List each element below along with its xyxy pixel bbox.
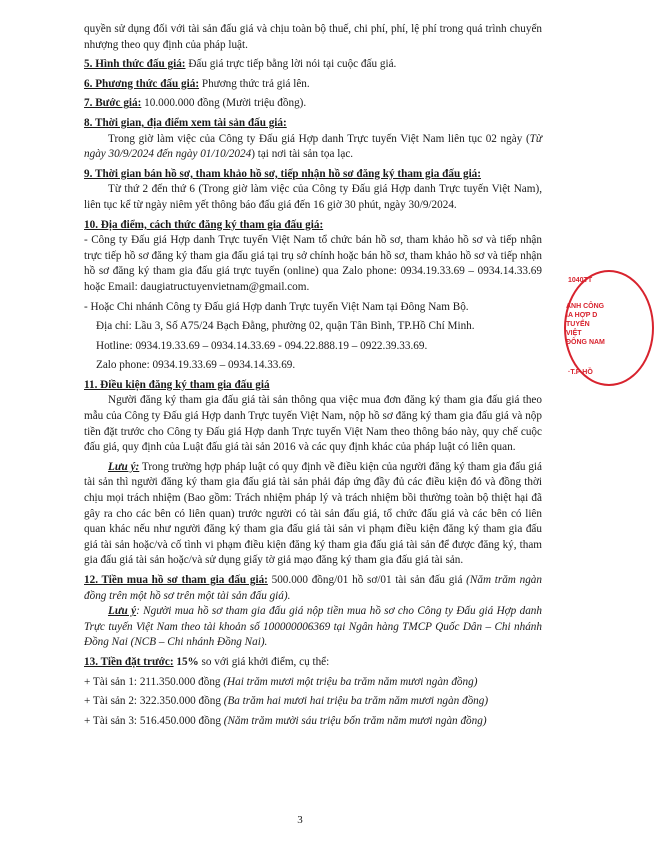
deposit-asset-2-words: (Ba trăm hai mươi hai triệu ba trăm năm mươi ngàn đồng) [223, 695, 489, 708]
deposit-asset-3-amount: + Tài sản 3: 516.450.000 đồng [84, 714, 224, 727]
section-12-note-text: : Người mua hồ sơ tham gia đấu giá nộp tiền mua hồ sơ cho Công ty Đấu giá Hợp danh Trực tuyến Việt Nam theo tài khoản số 100000006369 tại Ngân hàng TMCP Quốc Dân – Chi nhánh Đồng Nai (NCB – Chi nhánh Đồng Nai). [84, 605, 542, 649]
company-seal [562, 268, 605, 386]
section-9-text: Từ thứ 2 đến thứ 6 (Trong giờ làm việc của Công ty Đấu giá Hợp danh Trực tuyến Việt Nam), liên tục kể từ ngày niêm yết thông báo đấu giá đến 16 giờ 30 phút, ngày 30/9/2024. [84, 183, 542, 211]
page-number: 3 [297, 814, 303, 826]
section-12-note [84, 604, 542, 651]
section-10-title: 10. Địa điểm, cách thức đăng ký tham gia đấu giá: [84, 218, 324, 231]
section-13 [84, 655, 542, 671]
section-8-dates: Từ ngày 30/9/2024 đến ngày 01/10/2024 [84, 132, 542, 161]
section-11-title: 11. Điều kiện đăng ký tham gia đấu giá [84, 378, 270, 391]
deposit-asset-2 [84, 694, 542, 710]
section-5-text: Đấu giá trực tiếp bằng lời nói tại cuộc đấu giá. [185, 58, 397, 71]
section-7-text: 10.000.000 đồng (Mười triệu đồng). [141, 97, 307, 110]
section-9-heading [84, 167, 542, 183]
deposit-asset-1-amount: + Tài sản 1: 211.350.000 đồng [84, 675, 224, 688]
section-10-branch: - Hoặc Chi nhánh Công ty Đấu giá Hợp danh Trực tuyến Việt Nam tại Đông Nam Bộ. [84, 300, 469, 313]
seal-line-3: TUYẾN VIỆT [566, 321, 590, 337]
section-12 [84, 573, 542, 604]
section-9-title: 9. Thời gian bán hồ sơ, tham khảo hồ sơ, tiếp nhận hồ sơ đăng ký tham gia đấu giá: [84, 167, 481, 180]
section-11-note-text: Trong trường hợp pháp luật có quy định về điều kiện của người đăng ký tham gia đấu giá tài sản thì người đăng ký tham gia đấu giá tài sản phải đáp ứng đầy đủ các điều kiện đó và đồng thời chịu mọi trách nhiệm (Bao gồm: Trách nhiệm pháp lý và trách nhiệm bồi thường toàn bộ thiệt hại đã gây ra cho các bên có liên quan) trước người có tài sản đấu giá, tổ chức đấu giá và các bên có liên quan khác nếu như người đăng ký tham gia đấu giá tài sản vi phạm điều kiện đăng ký tham gia đấu giá tài sản hoặc/và cố tình vi phạm điều kiện đăng ký tham gia đấu giá tài sản để được đăng ký, tham gia đấu giá tài sản hoặc/và sử dụng giấy tờ giả mạo đăng ký tham gia đấu giá tài sản. [84, 460, 542, 567]
deposit-asset-1-words: (Hai trăm mươi một triệu ba trăm năm mươi ngàn đồng) [223, 675, 478, 688]
seal-line-4: ĐÔNG NAM [566, 339, 605, 346]
section-13-percent: 15% [173, 655, 199, 668]
document-body [84, 22, 542, 729]
section-12-note-label: Lưu ý [108, 605, 137, 618]
deposit-asset-1 [84, 675, 542, 691]
section-11-note [84, 460, 542, 569]
section-6 [84, 77, 542, 93]
section-12-italic: (Năm trăm ngàn đồng trên một hồ sơ trên một tài sản đấu giá). [84, 574, 542, 602]
deposit-asset-3-words: (Năm trăm mười sáu triệu bốn trăm năm mươi ngàn đồng) [223, 714, 487, 727]
seal-line-2: IA HỢP D [566, 312, 598, 319]
section-12-title: 12. Tiền mua hồ sơ tham gia đấu giá: [84, 574, 268, 586]
seal-top-text: 1040TT [568, 277, 593, 284]
section-11-text: Người đăng ký tham gia đấu giá tài sản thông qua việc mua đơn đăng ký tham gia đấu giá theo mẫu của Công ty Đấu giá Hợp danh Trực tuyến Việt Nam, nộp hồ sơ đăng ký tham gia đấu giá và nộp tiền đặt trước cho Công ty Đấu giá Hợp danh Trực tuyến Việt Nam theo thông báo này, quy chế cuộc đấu giá, quy định của Luật đấu giá tài sản 2016 và các quy định khác của pháp luật có liên quan. [84, 394, 542, 454]
section-6-text: Phương thức trả giá lên. [199, 77, 310, 90]
section-12-text: 500.000 đồng/01 hồ sơ/01 tài sản đấu giá [267, 574, 467, 586]
section-13-title: 13. Tiền đặt trước: [84, 655, 174, 668]
seal-line-1: ANH CÔNG [566, 303, 605, 310]
section-13-text: so với giá khởi điểm, cụ thể: [198, 655, 330, 668]
section-11-heading [84, 378, 542, 394]
seal-bottom-text: ·T.P HỒ [568, 369, 593, 376]
section-10-heading [84, 218, 542, 234]
section-5 [84, 57, 542, 73]
section-10-main-office: - Công ty Đấu giá Hợp danh Trực tuyến Việt Nam tổ chức bán hồ sơ, tham khảo hồ sơ và tiếp nhận trực tiếp hồ sơ đăng ký tham gia đấu giá tại trụ sở chính hoặc bán hồ sơ, tham khảo hồ sơ và tiếp nhận hồ sơ đăng ký tham gia đấu giá trực tuyến (online) qua Zalo phone: 0934.19.33.69 – 0934.14.33.69 hoặc Email: daugiatructuyenvietnam@gmail.com. [84, 234, 542, 293]
section-10-address: Địa chỉ: Lầu 3, Số A75/24 Bạch Đằng, phường 02, quận Tân Bình, TP.Hồ Chí Minh. [96, 320, 475, 333]
section-8-title: 8. Thời gian, địa điểm xem tài sản đấu giá: [84, 116, 287, 129]
section-5-title: 5. Hình thức đấu giá: [84, 58, 186, 71]
seal-center-text [566, 302, 606, 347]
section-7-title: 7. Bước giá: [84, 97, 142, 110]
section-8-text-b: ) tại nơi tài sản tọa lạc. [251, 148, 354, 161]
deposit-asset-2-amount: + Tài sản 2: 322.350.000 đồng [84, 695, 224, 708]
intro-paragraph: quyền sử dụng đối với tài sản đấu giá và chịu toàn bộ thuế, chi phí, phí, lệ phí trong quá trình chuyển nhượng theo quy định của pháp luật. [84, 23, 542, 51]
section-6-title: 6. Phương thức đấu giá: [84, 77, 200, 90]
section-8-heading [84, 116, 542, 132]
section-7 [84, 96, 542, 112]
section-10-hotline: Hotline: 0934.19.33.69 – 0934.14.33.69 - 094.22.888.19 – 0922.39.33.69. [96, 339, 428, 352]
section-11-note-label: Lưu ý: [108, 460, 140, 473]
section-8-text [84, 132, 542, 163]
deposit-asset-3 [84, 714, 542, 730]
section-10-zalo: Zalo phone: 0934.19.33.69 – 0934.14.33.69. [96, 359, 296, 372]
section-8-text-a: Trong giờ làm việc của Công ty Đấu giá Hợp danh Trực tuyến Việt Nam liên tục 02 ngày ( [108, 132, 530, 145]
